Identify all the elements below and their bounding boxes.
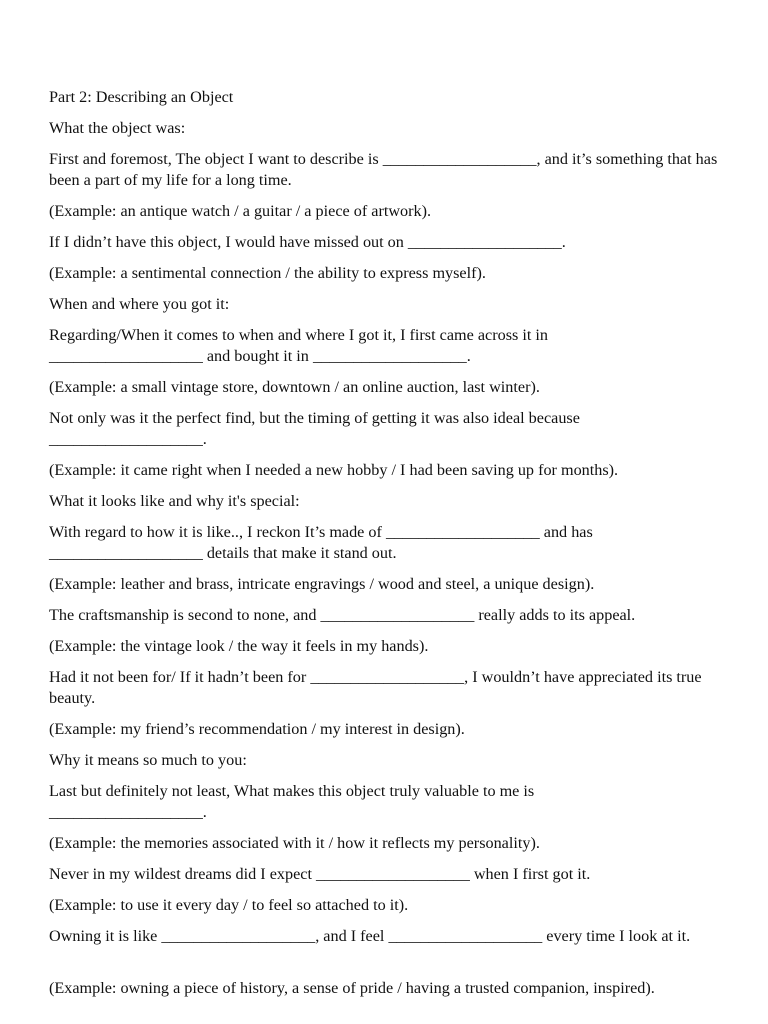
prompt-owning: Owning it is like ___________________, and I feel ___________________ every time I look at it. xyxy=(49,927,691,945)
example-missed-out: (Example: a sentimental connection / the ability to express myself). xyxy=(49,264,486,282)
example-craftsmanship: (Example: the vintage look / the way it feels in my hands). xyxy=(49,637,429,655)
prompt-timing: Not only was it the perfect find, but the timing of getting it was also ideal because ___________________. xyxy=(49,409,580,448)
example-valuable: (Example: the memories associated with it / how it reflects my personality). xyxy=(49,834,540,852)
prompt-object-description: First and foremost, The object I want to describe is ___________________, and it’s something that has been a part of my life for a long time. xyxy=(49,150,718,189)
subheading-looks-and-special: What it looks like and why it's special: xyxy=(49,492,300,510)
subheading-why-it-means: Why it means so much to you: xyxy=(49,751,247,769)
prompt-valuable: Last but definitely not least, What makes this object truly valuable to me is ___________________. xyxy=(49,782,535,821)
prompt-expect: Never in my wildest dreams did I expect ___________________ when I first got it. xyxy=(49,865,591,883)
prompt-appreciated: Had it not been for/ If it hadn’t been for ___________________, I wouldn’t have appreciated its true beauty. xyxy=(49,668,702,707)
prompt-craftsmanship: The craftsmanship is second to none, and ___________________ really adds to its appeal. xyxy=(49,606,636,624)
example-object: (Example: an antique watch / a guitar / a piece of artwork). xyxy=(49,202,432,220)
example-when-where: (Example: a small vintage store, downtown / an online auction, last winter). xyxy=(49,378,540,396)
example-expect: (Example: to use it every day / to feel so attached to it). xyxy=(49,896,409,914)
prompt-materials: With regard to how it is like.., I reckon It’s made of ___________________ and has ___________________ details that make it stand out. xyxy=(49,523,593,562)
subheading-when-and-where: When and where you got it: xyxy=(49,295,230,313)
prompt-missed-out: If I didn’t have this object, I would have missed out on ___________________. xyxy=(49,233,566,251)
prompt-when-where: Regarding/When it comes to when and where I got it, I first came across it in ___________________ and bought it in ___________________. xyxy=(49,326,548,365)
subheading-what-the-object-was: What the object was: xyxy=(49,119,186,137)
example-appreciated: (Example: my friend’s recommendation / my interest in design). xyxy=(49,720,465,738)
section-heading-part-2: Part 2: Describing an Object xyxy=(49,88,234,106)
example-owning: (Example: owning a piece of history, a sense of pride / having a trusted companion, inspired). xyxy=(49,979,655,997)
example-timing: (Example: it came right when I needed a new hobby / I had been saving up for months). xyxy=(49,461,619,479)
example-materials: (Example: leather and brass, intricate engravings / wood and steel, a unique design). xyxy=(49,575,595,593)
